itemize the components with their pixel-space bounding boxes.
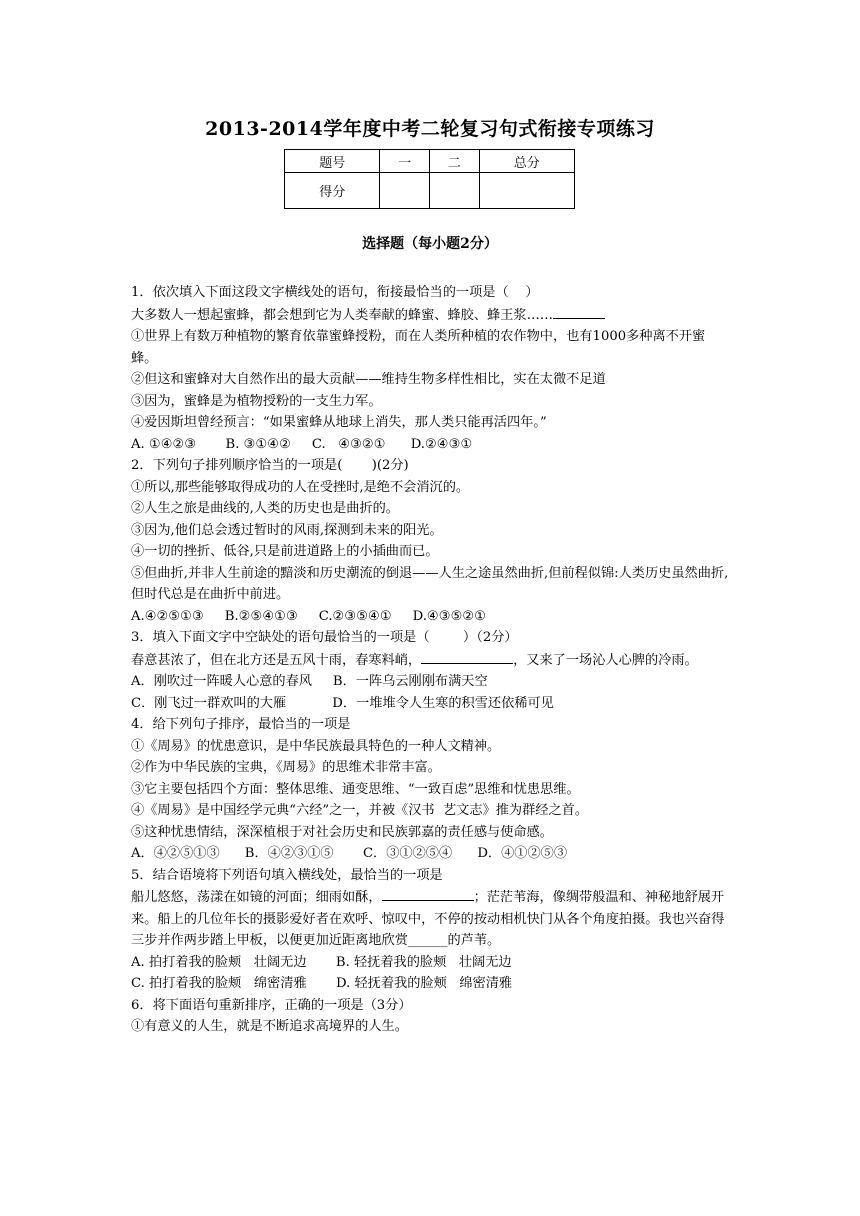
q6-sentence-1: ①有意义的人生，就是不断追求高境界的人生。 [131,1019,408,1034]
q3-passage-end: ，又来了一场沁人心脾的冷雨。 [513,652,698,668]
q1-passage-text: 大多数人一想起蜜蜂，都会想到它为人类奉献的蜂蜜、蜂胶、蜂王浆…… [131,307,553,323]
questions-body [131,282,731,1038]
q2-sentence-2: ②人生之旅是曲线的,人类的历史也是曲折的。 [131,501,399,516]
q2-sentence-5: ⑤但曲折,并非人生前途的黯淡和历史潮流的倒退——人生之途虽然曲折,但前程似锦:人类历史虽然曲折,但时代总是在曲折中前进。 [131,565,729,602]
score-header-item-number: 题号 [285,150,380,173]
score-row-label: 得分 [285,173,380,209]
q1-options: A. ①④②③ B. ③①④② C. ④③②① D.②④③① [131,436,473,452]
q3-options-ab: A．刚吹过一阵暖人心意的春风 B．一阵乌云刚刚布满天空 [131,674,488,689]
q3-passage-start: 春意甚浓了，但在北方还是五风十雨，春寒料峭， [131,652,422,668]
q1-answer-blank [553,304,605,319]
q5-options-cd: C. 拍打着我的脸颊 绵密清雅 D. 轻抚着我的脸颊 绵密清雅 [131,976,513,991]
q4-sentence-3: ③它主要包括四个方面：整体思维、通变思维、“一致百虑”思维和忧患思维。 [131,781,580,797]
score-table-score-row [285,173,575,209]
q2-sentence-3: ③因为,他们总会透过暂时的风雨,探测到未来的阳光。 [131,522,443,538]
q1-sentence-2: ②但这和蜜蜂对大自然作出的最大贡献——维持生物多样性相比，实在太微不足道 [131,372,606,387]
q1-passage [131,304,731,327]
q2-stem: 2．下列句子排列顺序恰当的一项是( )(2分) [131,458,409,473]
q5-passage-start: 船儿悠悠，荡漾在如镜的河面；细雨如酥， [131,890,382,905]
q4-sentence-5: ⑤这种忧患情结，深深植根于对社会历史和民族郭嘉的责任感与使命感。 [131,824,553,840]
q4-sentence-1: ①《周易》的忧患意识，是中华民族最具特色的一种人文精神。 [131,738,501,754]
score-header-part-one: 一 [380,150,430,173]
q2-sentence-4: ④一切的挫折、低谷,只是前进道路上的小插曲而已。 [131,544,439,559]
q3-passage [131,649,731,672]
q5-stem: 5．结合语境将下列语句填入横线处，最恰当的一项是 [131,867,443,883]
q2-options: A.④②⑤①③ B.②⑤④①③ C.②③⑤④① D.④③⑤②① [131,608,487,624]
q5-options-ab: A. 拍打着我的脸颊 壮阔无边 B. 轻抚着我的脸颊 壮阔无边 [131,954,512,970]
q1-sentence-3: ③因为，蜜蜂是为植物授粉的一支生力军。 [131,393,382,409]
q2-sentence-1: ①所以,那些能够取得成功的人在受挫时,是绝不会消沉的。 [131,479,470,495]
q5-passage-end: ；茫茫苇海，像绸带般温和、神秘地舒展开来。船上的几位年长的摄影爱好者在欢呼、惊叹中，不停的按动相机快门从各个角度拍摄。我也兴奋得三步并作两步踏上甲板，以便更加近距离地欣赏______的芦苇。 [131,890,725,948]
score-header-total: 总分 [479,150,575,173]
q4-options: A．④②⑤①③ B．④②③①⑤ C．③①②⑤④ D．④①②⑤③ [131,846,568,861]
q3-stem: 3．填入下面文字中空缺处的语句最恰当的一项是（ ）（2分） [131,630,518,645]
page-title: 2013-2014学年度中考二轮复习句式衔接专项练习 [205,118,655,140]
score-cell-total [479,173,575,209]
q4-sentence-2: ②作为中华民族的宝典，《周易》的思维术非常丰富。 [131,760,441,775]
q1-sentence-4: ④爱因斯坦曾经预言：“如果蜜蜂从地球上消失，那人类只能再活四年。” [131,415,547,430]
section-title: 选择题（每小题2分） [362,236,498,252]
q3-options-cd: C．刚飞过一群欢叫的大雁 D．一堆堆令人生寒的积雪还依稀可见 [131,695,554,711]
score-table-header-row [285,150,575,173]
score-cell-part-one [380,173,430,209]
q4-sentence-4: ④《周易》是中国经学元典“六经”之一，并被《汉书 艺文志》推为群经之首。 [131,803,589,818]
q5-passage [131,886,731,952]
q5-answer-blank [382,886,474,901]
q3-answer-blank [421,649,513,664]
score-table [284,149,575,209]
q1-sentence-1: ①世界上有数万种植物的繁育依靠蜜蜂授粉，而在人类所种植的农作物中，也有1000多种离不开蜜蜂。 [131,329,706,366]
score-cell-part-two [429,173,479,209]
q4-stem: 4．给下列句子排序，最恰当的一项是 [131,717,351,732]
q6-stem: 6．将下面语句重新排序，正确的一项是（3分） [131,997,412,1013]
q1-stem: 1．依次填入下面这段文字横线处的语句，衔接最恰当的一项是（ ） [131,285,539,300]
score-header-part-two: 二 [429,150,479,173]
